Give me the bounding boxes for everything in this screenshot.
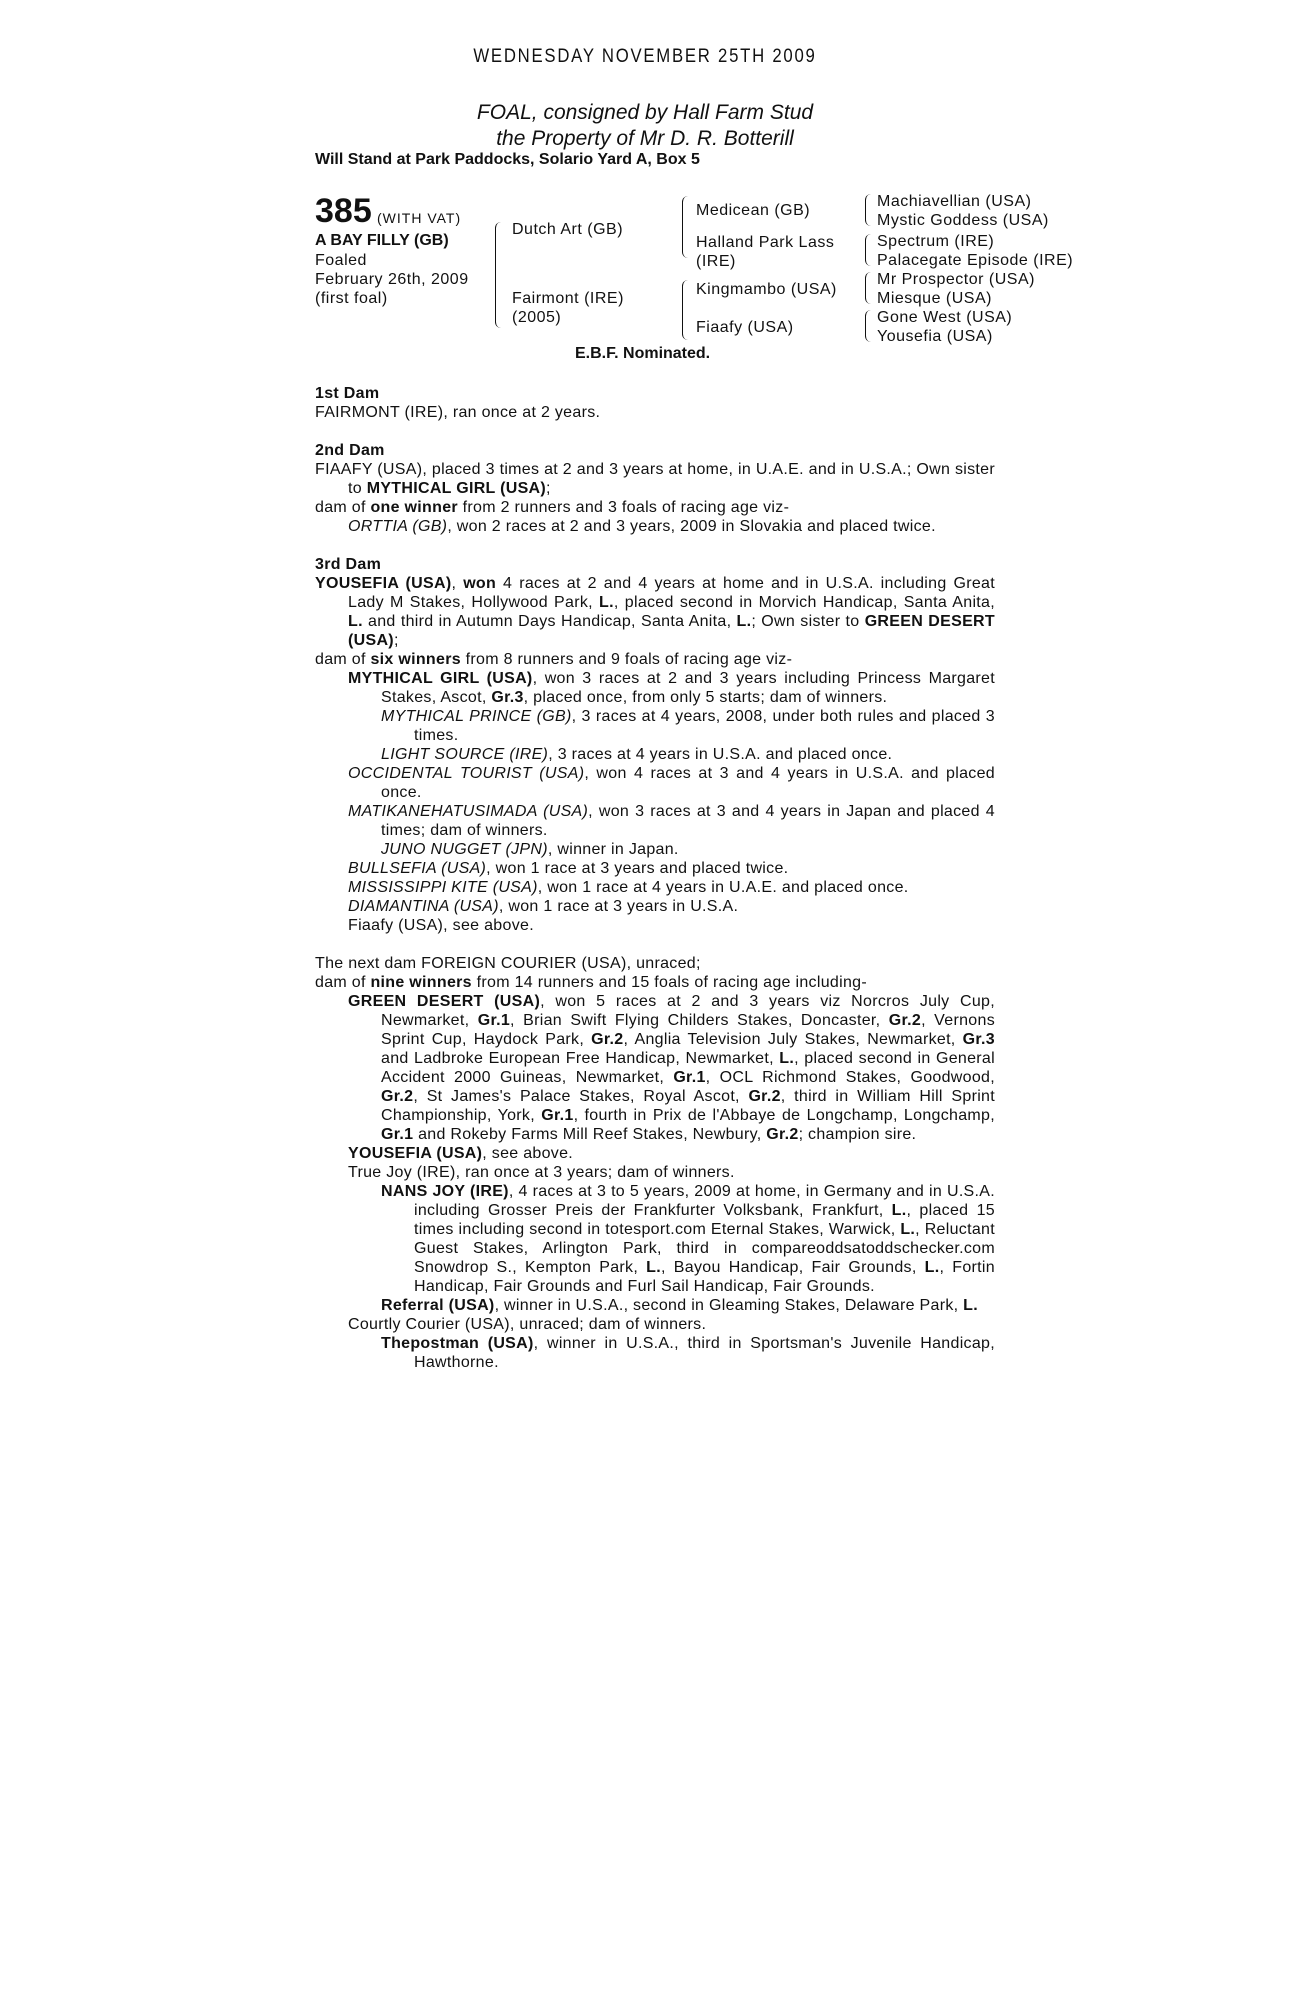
ds-parents-brace [865,272,871,304]
second-dam-entry [315,460,995,498]
text: , placed second in General Accident 2000 Guineas, Newmarket, [381,1050,995,1086]
horse-name: MISSISSIPPI KITE (USA) [348,879,538,896]
text: , Brian Swift Flying Childers Stakes, Doncaster, [510,1012,889,1029]
lot-number: 385 [315,192,372,230]
vat-note: (WITH VAT) [377,210,462,226]
text: , 3 races at 4 years in U.S.A. and placed once. [548,746,893,763]
produce-item [315,745,995,764]
horse-name: YOUSEFIA (USA) [348,1145,483,1162]
text: FIAAFY (USA), placed 3 times at 2 and 3 years at home, in U.A.E. and in U.S.A.; Own sister to [315,461,995,497]
text: , winner in U.S.A., second in Gleaming Stakes, Delaware Park, [494,1297,964,1314]
text: from 8 runners and 9 foals of racing age viz- [460,651,793,668]
grade: L. [963,1297,978,1314]
text: from 2 runners and 3 foals of racing age viz- [457,499,790,516]
horse-name: A BAY FILLY (GB) [315,232,449,249]
text: ; Own sister to [751,613,865,630]
grade: L. [924,1259,940,1276]
produce-item [315,1144,995,1163]
grade: Gr.2 [381,1088,414,1105]
produce-item [315,859,995,878]
text: , won 1 race at 3 years in U.S.A. [498,898,739,915]
grade: Gr.2 [888,1012,922,1029]
horse-name: YOUSEFIA (USA) [315,575,452,592]
sale-date: WEDNESDAY NOVEMBER 25TH 2009 [473,46,817,67]
produce-item [315,1296,995,1315]
text: and Rokeby Farms Mill Reef Stakes, Newbury, [413,1126,767,1143]
produce-item [315,1334,995,1372]
foaling-details: Foaled February 26th, 2009 (first foal) [315,252,469,307]
horse-name: LIGHT SOURCE (IRE) [381,746,549,763]
third-dam-heading: 3rd Dam [315,556,382,573]
produce-summary [315,973,995,992]
grade: L. [891,1202,907,1219]
text: , [451,575,464,592]
pedigree-sire: Dutch Art (GB) [512,221,624,238]
text: , won 3 races at 2 and 3 years including Princess Margaret Stakes, Ascot, [381,670,995,706]
sire-dam-brace [495,222,502,328]
pedigree-sire-sire: Medicean (GB) [696,202,811,219]
pedigree-dss: Mr Prospector (USA) [877,271,1035,288]
grade: L. [900,1221,916,1238]
grade: Gr.2 [748,1088,781,1105]
produce-item [315,764,995,802]
text: ; [546,480,551,497]
winners-count: one winner [370,499,458,516]
grade: Gr.2 [591,1031,624,1048]
text: , Fortin Handicap, Fair Grounds and Furl Sail Handicap, Fair Grounds. [414,1259,995,1295]
text: , Reluctant Guest Stakes, Arlington Park, third in compareoddsatoddschecker.com Snowdrop S., Kempton Park, [414,1221,995,1276]
grade: L. [646,1259,661,1276]
horse-name: Thepostman (USA) [381,1335,534,1352]
grade: Gr.1 [477,1012,511,1029]
text: , Vernons Sprint Cup, Haydock Park, [381,1012,995,1048]
text: , St James's Palace Stakes, Royal Ascot, [413,1088,749,1105]
produce-item: True Joy (IRE), ran once at 3 years; dam of winners. [348,1164,735,1181]
horse-name: JUNO NUGGET (JPN) [381,841,548,858]
consignor [315,100,975,152]
produce-item [315,517,995,536]
ss-parents-brace [865,194,871,226]
text: , won 3 races at 3 and 4 years in Japan and placed 4 times; dam of winners. [381,803,995,839]
horse-name: Referral (USA) [381,1297,495,1314]
winners-count: nine winners [370,974,472,991]
horse-name: ORTTIA (GB) [348,518,448,535]
text: , winner in U.S.A., third in Sportsman's Juvenile Handicap, Hawthorne. [414,1335,995,1371]
text: , Bayou Handicap, Fair Grounds, [660,1259,925,1276]
pedigree-ssd: Mystic Goddess (USA) [877,212,1049,229]
text: from 14 runners and 15 foals of racing age including- [471,974,867,991]
pedigree-sss: Machiavellian (USA) [877,193,1032,210]
ebf-note: E.B.F. Nominated. [575,345,711,362]
horse-name: MATIKANEHATUSIMADA (USA) [348,803,589,820]
third-dam-entry [315,574,995,650]
horse-name: MYTHICAL PRINCE (GB) [381,708,572,725]
text: , won 1 race at 3 years and placed twice. [486,860,789,877]
first-dam-section [315,384,995,422]
horse-ref: MYTHICAL GIRL (USA) [366,480,547,497]
third-dam-section [315,555,995,935]
produce-item [315,1182,995,1296]
owner-line: the Property of Mr D. R. Botterill [496,127,794,150]
consignor-line: FOAL, consigned by Hall Farm Stud [476,101,814,124]
horse-name: MYTHICAL GIRL (USA) [348,670,533,687]
text: , fourth in Prix de l'Abbaye de Longchamp, Longchamp, [573,1107,995,1124]
produce-item: Courtly Courier (USA), unraced; dam of winners. [348,1316,707,1333]
text: , see above. [482,1145,574,1162]
text: dam of [315,651,371,668]
horse-name: DIAMANTINA (USA) [348,898,499,915]
horse-name: OCCIDENTAL TOURIST (USA) [348,765,585,782]
text: , OCL Richmond Stakes, Goodwood, [705,1069,995,1086]
grade: Gr.3 [962,1031,995,1048]
produce-item [315,669,995,707]
grade: Gr.3 [491,689,524,706]
first-dam-heading: 1st Dam [315,385,380,402]
grade: Gr.2 [766,1126,799,1143]
text: dam of [315,974,371,991]
horse-ref: GREEN DESERT (USA) [348,613,995,649]
sire-parents-brace [682,196,689,258]
pedigree-dam-dam: Fiaafy (USA) [696,319,794,336]
text: , won 4 races at 3 and 4 years in U.S.A. and placed once. [381,765,995,801]
produce-item: Fiaafy (USA), see above. [348,917,534,934]
pedigree-dam: Fairmont (IRE) (2005) [512,290,624,326]
text: 4 races at 2 and 4 years at home and in U.S.A. including Great Lady M Stakes, Hollywood Park, [348,575,995,611]
pedigree-sdd: Palacegate Episode (IRE) [877,252,1074,269]
text: , winner in Japan. [547,841,679,858]
produce-item [315,802,995,840]
text: , won 2 races at 2 and 3 years, 2009 in Slovakia and placed twice. [447,518,936,535]
text: dam of [315,499,371,516]
text: ; [393,632,399,649]
horse-name: BULLSEFIA (USA) [348,860,487,877]
pedigree-dds: Gone West (USA) [877,309,1013,326]
dam-parents-brace [682,280,689,340]
grade: L. [599,594,614,611]
text: , won 1 race at 4 years in U.A.E. and placed once. [537,879,909,896]
text: , placed 15 times including second in totesport.com Eternal Stakes, Warwick, [414,1202,995,1238]
grade: Gr.1 [541,1107,574,1124]
second-dam-heading: 2nd Dam [315,442,385,459]
text: , 3 races at 4 years, 2008, under both rules and placed 3 times. [414,708,995,744]
grade: Gr.1 [381,1126,414,1143]
sd-parents-brace [865,234,871,266]
pedigree-dam-sire: Kingmambo (USA) [696,281,837,298]
text: won [463,575,497,592]
horse-name: GREEN DESERT (USA) [348,993,541,1010]
second-dam-section [315,441,995,536]
text: and Ladbroke European Free Handicap, Newmarket, [381,1050,780,1067]
next-dam-section [315,954,995,1372]
produce-item [315,992,995,1144]
grade: L. [736,613,752,630]
horse-name: NANS JOY (IRE) [381,1183,509,1200]
dd-parents-brace [865,310,871,342]
text: ; champion sire. [798,1126,917,1143]
text: , third in William Hill Sprint Championship, York, [381,1088,995,1124]
produce-record [315,384,995,1391]
text: , Anglia Television July Stakes, Newmarket, [623,1031,963,1048]
text: , 4 races at 3 to 5 years, 2009 at home, in Germany and in U.S.A. including Grosser Preis der Frankfurter Volksbank, Frankfurt, [414,1183,995,1219]
text: , won 5 races at 2 and 3 years viz Norcros July Cup, Newmarket, [381,993,995,1029]
winners-count: six winners [370,651,461,668]
grade: Gr.1 [673,1069,706,1086]
next-dam-entry: The next dam FOREIGN COURIER (USA), unraced; [315,955,701,972]
text: and third in Autumn Days Handicap, Santa Anita, [362,613,737,630]
pedigree-dsd: Miesque (USA) [877,290,992,307]
produce-item [315,897,995,916]
first-dam-text: FAIRMONT (IRE), ran once at 2 years. [315,404,601,421]
text: , placed once, from only 5 starts; dam of winners. [523,689,888,706]
produce-item [315,707,995,745]
grade: L. [348,613,363,630]
text: , placed second in Morvich Handicap, Santa Anita, [613,594,995,611]
pedigree-sire-dam: Halland Park Lass (IRE) [696,234,835,270]
grade: L. [779,1050,795,1067]
produce-summary [315,650,995,669]
produce-item [315,840,995,859]
produce-item [315,878,995,897]
stand-location: Will Stand at Park Paddocks, Solario Yard A, Box 5 [315,151,700,168]
pedigree-sds: Spectrum (IRE) [877,233,995,250]
produce-summary [315,498,995,517]
pedigree-ddd: Yousefia (USA) [877,328,993,345]
